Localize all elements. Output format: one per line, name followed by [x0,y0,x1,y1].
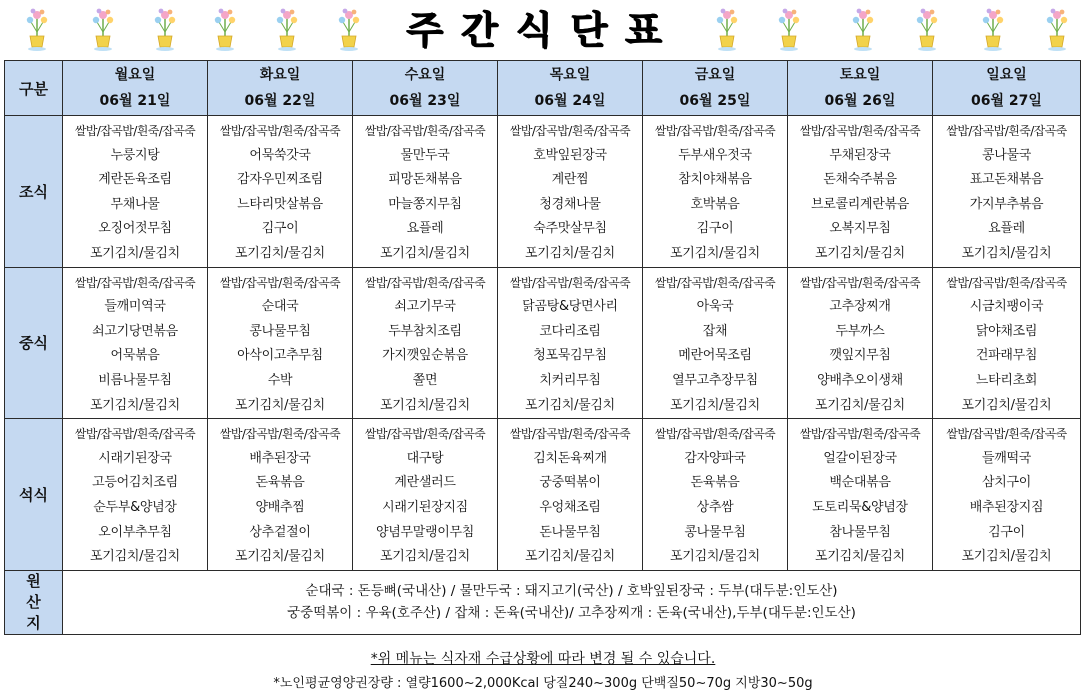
menu-item: 도토리묵&양념장 [812,499,908,515]
meal-row [5,267,1081,419]
menu-item: 쌀밥/잡곡밥/흰죽/잡곡죽 [364,427,486,442]
day-name: 월요일 [114,67,156,83]
menu-item: 돈채숙주볶음 [823,172,897,188]
menu-item: 청포묵김무침 [533,348,607,364]
menu-item: 쌀밥/잡곡밥/흰죽/잡곡죽 [799,427,921,442]
day-date: 06월 25일 [679,93,751,109]
menu-item: 쌀밥/잡곡밥/흰죽/잡곡죽 [74,275,196,290]
menu-item: 깻잎지무침 [829,348,891,364]
menu-item: 포기김치/물김치 [380,245,470,261]
flowerpot-icon [334,6,364,52]
menu-item: 건파래무침 [975,348,1038,364]
flowerpot-icon [210,6,240,52]
menu-item: 시금치팽이국 [969,299,1044,315]
menu-item: 배추된장지짐 [969,499,1044,515]
origin-label-char: 산 [26,592,41,611]
menu-item: 포기김치/물김치 [235,397,325,413]
menu-item: 쌀밥/잡곡밥/흰죽/잡곡죽 [219,427,341,442]
menu-item: 백순대볶음 [829,475,891,491]
menu-item: 포기김치/물김치 [90,397,180,413]
menu-item: 계란찜 [551,172,589,188]
meal-cell [498,116,643,268]
meal-cell [208,116,353,268]
menu-item: 포기김치/물김치 [525,245,615,261]
menu-item: 닭야채조림 [975,323,1038,339]
menu-item: 닭곰탕&당면사리 [522,299,618,315]
flowerpot-icon [88,6,118,52]
menu-item: 무채된장국 [829,147,891,163]
menu-item: 돈육볶음 [255,475,305,491]
day-header [498,61,643,116]
meal-cell [643,267,788,419]
origin-label-char: 원 [26,571,41,590]
menu-item: 마늘쫑지무침 [388,196,462,212]
page-title: 주간식단표 [406,8,680,52]
menu-item: 비름나물무침 [98,372,172,388]
menu-item: 양배추오이생채 [817,372,903,388]
menu-item: 포기김치/물김치 [380,397,470,413]
flowerpot-icon [774,6,804,52]
menu-item: 쌀밥/잡곡밥/흰죽/잡곡죽 [74,124,196,138]
menu-item: 고추장찌개 [829,299,891,315]
menu-item: 표고돈채볶음 [969,172,1044,188]
menu-item: 오이부추무침 [98,524,172,540]
menu-item: 쇠고기당면볶음 [92,323,178,339]
menu-item: 쌀밥/잡곡밥/흰죽/잡곡죽 [74,427,196,442]
menu-item: 우엉채조림 [539,499,601,515]
menu-item: 쌀밥/잡곡밥/흰죽/잡곡죽 [654,275,776,290]
menu-item: 잡채 [702,323,728,339]
menu-item: 양배추찜 [255,499,305,515]
menu-item: 김구이 [696,221,734,237]
meal-cell [643,116,788,268]
meal-cell [933,419,1081,571]
menu-item: 포기김치/물김치 [670,245,760,261]
menu-item: 시래기된장국 [98,450,172,466]
flowerpot-icon [150,6,180,52]
menu-item: 포기김치/물김치 [525,549,615,565]
menu-item: 요플레 [406,221,444,237]
day-name: 금요일 [694,67,736,83]
menu-item: 쌀밥/잡곡밥/흰죽/잡곡죽 [799,124,921,138]
menu-item: 콩나물무침 [249,323,311,339]
day-name: 토요일 [839,67,881,83]
menu-item: 두부까스 [835,323,885,339]
menu-item: 메란어묵조림 [678,348,752,364]
origin-line: 궁중떡볶이 : 우육(호주산) / 잡채 : 돈육(국내산)/ 고추장찌개 : 돈육(국내산),두부(대두분:인도산) [287,605,856,622]
day-header [208,61,353,116]
meal-cell [63,267,208,419]
menu-item: 쌀밥/잡곡밥/흰죽/잡곡죽 [946,124,1067,138]
day-name: 화요일 [259,67,301,83]
meal-label: 조식 [5,116,63,268]
menu-item: 포기김치/물김치 [815,397,905,413]
menu-item: 콩나물국 [981,147,1032,163]
menu-item: 호박잎된장국 [533,147,607,163]
menu-item: 두부참치조림 [388,323,462,339]
menu-item: 김구이 [988,524,1025,540]
menu-item: 들깨떡국 [981,450,1032,466]
meal-cell [498,267,643,419]
menu-item: 돈나물무침 [539,524,601,540]
menu-item: 수박 [267,372,293,388]
meal-cell [933,116,1081,268]
meal-cell [498,419,643,571]
menu-item: 브로콜리계란볶음 [810,196,910,212]
menu-item: 어묵쑥갓국 [249,147,311,163]
nutrition-guideline: *노인평균영양권장량 : 열량1600~2,000Kcal 당질240~300g 단백질50~70g 지방30~50g [273,676,813,691]
menu-item: 돈육볶음 [690,475,740,491]
day-header [643,61,788,116]
menu-item: 포기김치/물김치 [90,245,180,261]
menu-item: 쌀밥/잡곡밥/흰죽/잡곡죽 [509,275,631,290]
menu-item: 두부새우젓국 [678,147,752,163]
day-date: 06월 22일 [244,93,316,109]
menu-item: 쌀밥/잡곡밥/흰죽/잡곡죽 [799,275,921,290]
day-date: 06월 21일 [99,93,171,109]
menu-item: 느타리초회 [975,372,1038,388]
day-header [933,61,1081,116]
menu-item: 느타리맛살볶음 [237,196,323,212]
day-date: 06월 24일 [534,93,606,109]
flowerpot-icon [1042,6,1072,52]
menu-item: 포기김치/물김치 [235,549,325,565]
meal-label: 석식 [5,419,63,571]
menu-item: 피망돈채볶음 [388,172,462,188]
menu-item: 감자양파국 [684,450,746,466]
menu-item: 쌀밥/잡곡밥/흰죽/잡곡죽 [219,275,341,290]
menu-item: 김구이 [261,221,299,237]
day-date: 06월 23일 [389,93,461,109]
menu-item: 감자우민찌조림 [237,172,323,188]
menu-item: 치커리무침 [539,372,601,388]
menu-item: 시래기된장지짐 [382,499,468,515]
origin-line: 순대국 : 돈등뼈(국내산) / 물만두국 : 돼지고기(국산) / 호박잎된장국 : 두부(대두분:인도산) [305,583,838,600]
menu-item: 포기김치/물김치 [235,245,325,261]
menu-item: 오복지무침 [829,221,891,237]
menu-item: 고등어김치조림 [92,475,178,491]
menu-item: 포기김치/물김치 [815,245,905,261]
meal-cell [788,419,933,571]
menu-item: 쇠고기무국 [394,299,456,315]
menu-item: 아욱국 [696,299,734,315]
menu-item: 코다리조림 [539,323,601,339]
menu-item: 쌀밥/잡곡밥/흰죽/잡곡죽 [946,427,1067,442]
meal-cell [353,419,498,571]
menu-item: 가지깻잎순볶음 [382,348,468,364]
menu-item: 아삭이고추무침 [237,348,323,364]
meal-cell [208,419,353,571]
meal-row [5,419,1081,571]
day-name: 수요일 [404,67,446,83]
menu-item: 어묵볶음 [110,348,160,364]
menu-item: 포기김치/물김치 [670,397,760,413]
meal-cell [933,267,1081,419]
flowerpot-icon [912,6,942,52]
menu-item: 포기김치/물김치 [961,549,1052,565]
menu-item: 쌀밥/잡곡밥/흰죽/잡곡죽 [364,275,486,290]
menu-item: 청경채나물 [539,196,601,212]
menu-item: 쫄면 [412,372,438,388]
menu-item: 대구탕 [406,450,444,466]
day-header-row [5,61,1081,116]
meal-row [5,116,1081,268]
menu-item: 가지부추볶음 [969,196,1044,212]
flowerpot-icon [22,6,52,52]
meal-label: 중식 [5,267,63,419]
menu-item: 포기김치/물김치 [525,397,615,413]
meal-cell [63,116,208,268]
day-date: 06월 26일 [824,93,896,109]
flowerpot-icon [272,6,302,52]
menu-item: 배추된장국 [249,450,311,466]
menu-item: 누룽지탕 [110,147,160,163]
menu-item: 포기김치/물김치 [815,549,905,565]
menu-item: 계란샐러드 [394,475,456,491]
menu-item: 양념무말랭이무침 [375,524,475,540]
menu-item: 포기김치/물김치 [670,549,760,565]
day-name: 일요일 [986,67,1027,83]
menu-item: 순두부&양념장 [93,499,177,515]
menu-item: 열무고추장무침 [672,372,758,388]
weekly-menu-table [4,60,1081,635]
menu-item: 포기김치/물김치 [961,397,1052,413]
menu-item: 포기김치/물김치 [961,245,1052,261]
menu-item: 숙주맛살무침 [533,221,607,237]
meal-cell [208,267,353,419]
menu-item: 물만두국 [400,147,450,163]
meal-cell [788,116,933,268]
menu-item: 오징어젓무침 [98,221,172,237]
menu-item: 쌀밥/잡곡밥/흰죽/잡곡죽 [509,427,631,442]
menu-item: 콩나물무침 [684,524,746,540]
menu-item: 얼갈이된장국 [823,450,897,466]
meal-cell [353,267,498,419]
menu-item: 참나물무침 [829,524,891,540]
meal-cell [643,419,788,571]
menu-item: 쌀밥/잡곡밥/흰죽/잡곡죽 [946,275,1067,290]
day-date: 06월 27일 [971,93,1042,109]
day-name: 목요일 [549,67,591,83]
origin-info [63,570,1081,634]
day-header [63,61,208,116]
menu-item: 요플레 [988,221,1025,237]
origin-label-char: 지 [26,613,41,632]
flowerpot-icon [848,6,878,52]
menu-item: 쌀밥/잡곡밥/흰죽/잡곡죽 [219,124,341,138]
origin-row [5,570,1081,634]
menu-item: 쌀밥/잡곡밥/흰죽/잡곡죽 [654,124,776,138]
menu-item: 김치돈육찌개 [533,450,607,466]
menu-item: 쌀밥/잡곡밥/흰죽/잡곡죽 [509,124,631,138]
flowerpot-icon [978,6,1008,52]
day-header [353,61,498,116]
meal-cell [353,116,498,268]
flowerpot-icon [712,6,742,52]
menu-item: 계란돈육조림 [98,172,172,188]
menu-item: 무채나물 [110,196,160,212]
menu-item: 호박볶음 [690,196,740,212]
menu-item: 상추겉절이 [249,524,311,540]
menu-item: 참치야채볶음 [678,172,752,188]
menu-item: 들깨미역국 [104,299,166,315]
menu-item: 삼치구이 [981,475,1032,491]
origin-label [5,570,63,634]
menu-item: 상추쌈 [696,499,734,515]
menu-item: 순대국 [261,299,299,315]
menu-item: 궁중떡볶이 [539,475,601,491]
corner-label: 구분 [5,61,63,116]
menu-item: 쌀밥/잡곡밥/흰죽/잡곡죽 [364,124,486,138]
meal-cell [63,419,208,571]
page-header [0,0,1086,58]
menu-change-notice: *위 메뉴는 식자재 수급상황에 따라 변경 될 수 있습니다. [370,651,716,667]
menu-item: 포기김치/물김치 [90,549,180,565]
meal-cell [788,267,933,419]
menu-item: 쌀밥/잡곡밥/흰죽/잡곡죽 [654,427,776,442]
menu-item: 포기김치/물김치 [380,549,470,565]
day-header [788,61,933,116]
